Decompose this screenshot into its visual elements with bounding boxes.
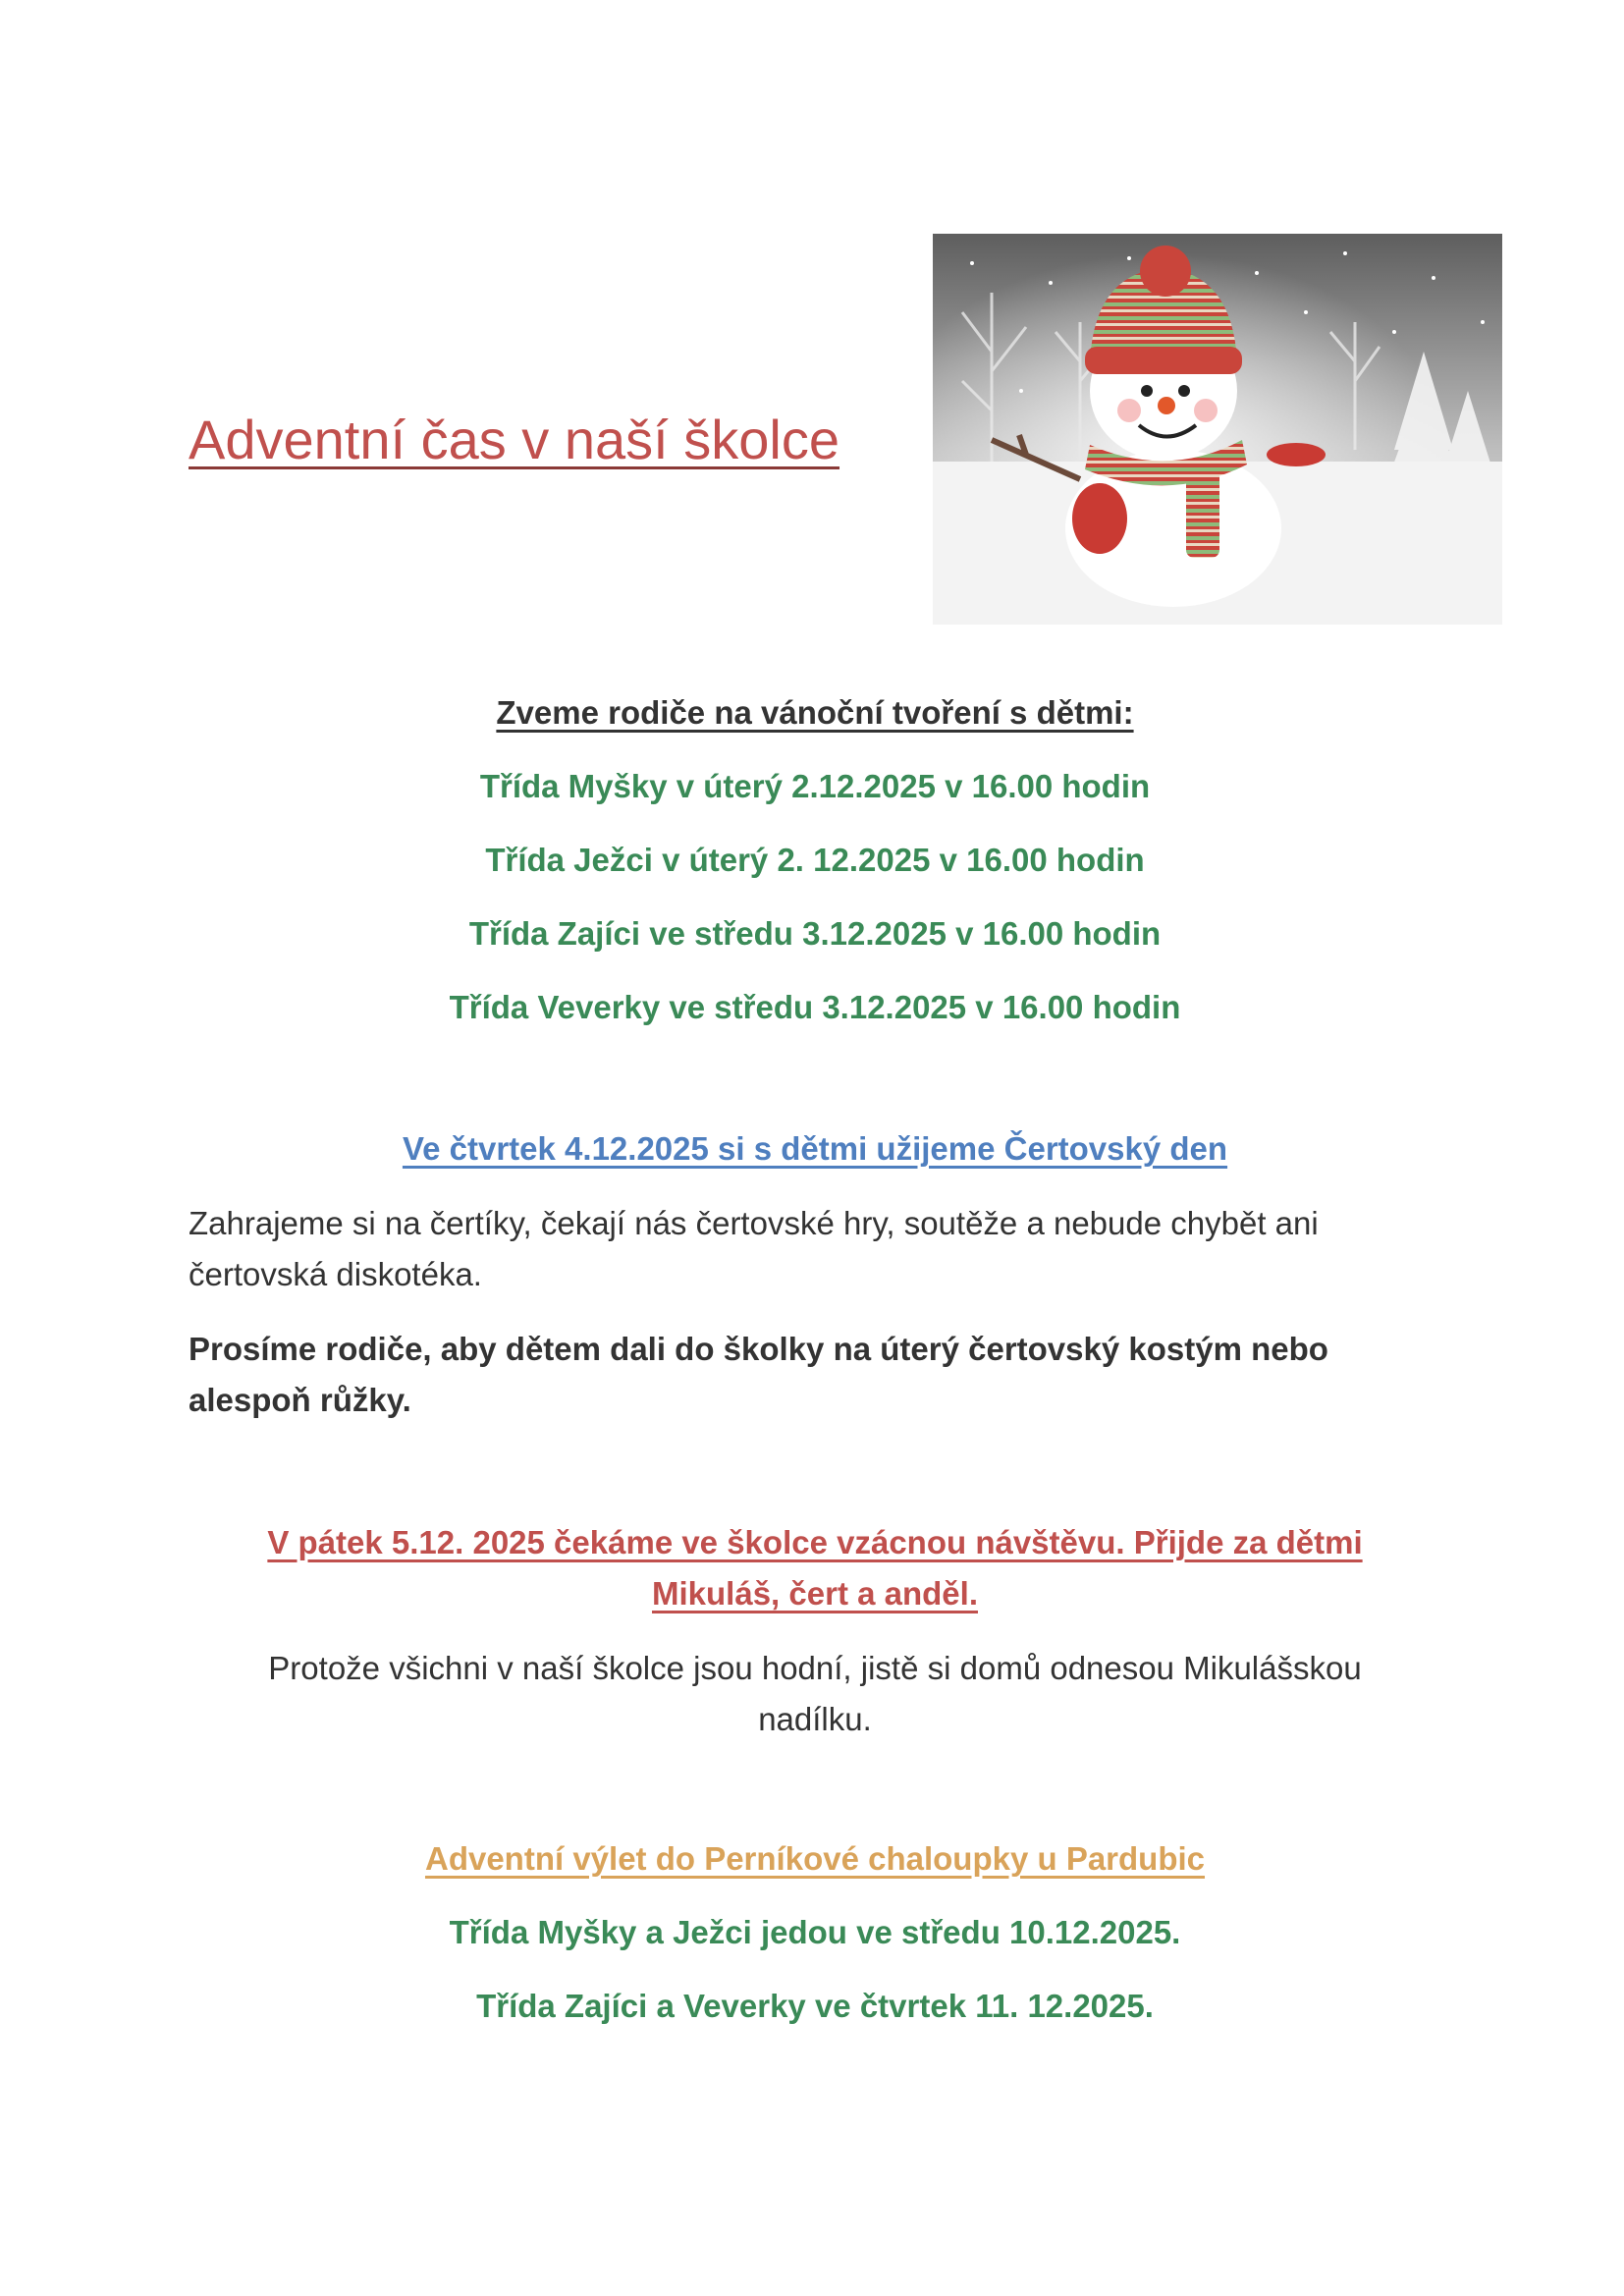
- crafting-line-mysky: Třída Myšky v úterý 2.12.2025 v 16.00 hodin: [479, 768, 1151, 804]
- crafting-line-zajici: Třída Zajíci ve středu 3.12.2025 v 16.00 hodin: [468, 915, 1162, 952]
- crafting-line-veverky: Třída Veverky ve středu 3.12.2025 v 16.00 hodin: [449, 989, 1181, 1025]
- devil-day-notice-line2: alespoň růžky.: [189, 1382, 411, 1418]
- trip-heading: Adventní výlet do Perníkové chaloupky u Pardubic: [424, 1840, 1206, 1877]
- nicholas-heading-line2: Mikuláš, čert a anděl.: [652, 1575, 978, 1612]
- snowman-image: [933, 234, 1502, 625]
- page-title: Adventní čas v naší školce: [189, 409, 840, 470]
- devil-day-heading: Ve čtvrtek 4.12.2025 si s dětmi užijeme Čertovský den: [402, 1130, 1228, 1167]
- crafting-section: [137, 676, 1492, 1044]
- nicholas-paragraph-line2: nadílku.: [758, 1701, 872, 1737]
- devil-day-paragraph-line1: Zahrajeme si na čertíky, čekají nás čertovské hry, soutěže a nebude chybět ani: [189, 1205, 1319, 1241]
- devil-day-heading-wrap: [137, 1112, 1492, 1185]
- trip-section: [137, 1822, 1492, 2043]
- devil-day-paragraph-line2: čertovská diskotéka.: [189, 1256, 482, 1292]
- trip-line-zajici-veverky: Třída Zajíci a Veverky ve čtvrtek 11. 12.2025.: [476, 1988, 1154, 2024]
- trip-line-mysky-jezci: Třída Myšky a Ježci jedou ve středu 10.12.2025.: [449, 1914, 1181, 1950]
- nicholas-section: [137, 1517, 1492, 1745]
- devil-day-notice-line1: Prosíme rodiče, aby dětem dali do školky na úterý čertovský kostým nebo: [189, 1331, 1328, 1367]
- devil-day-text: [189, 1198, 1465, 1426]
- nicholas-heading-line1: V pátek 5.12. 2025 čekáme ve školce vzácnou návštěvu. Přijde za dětmi: [267, 1524, 1363, 1560]
- crafting-line-jezci: Třída Ježci v úterý 2. 12.2025 v 16.00 hodin: [485, 842, 1145, 878]
- nicholas-paragraph-line1: Protože všichni v naší školce jsou hodní, jistě si domů odnesou Mikulášskou: [268, 1650, 1362, 1686]
- crafting-heading: Zveme rodiče na vánoční tvoření s dětmi:: [496, 694, 1134, 731]
